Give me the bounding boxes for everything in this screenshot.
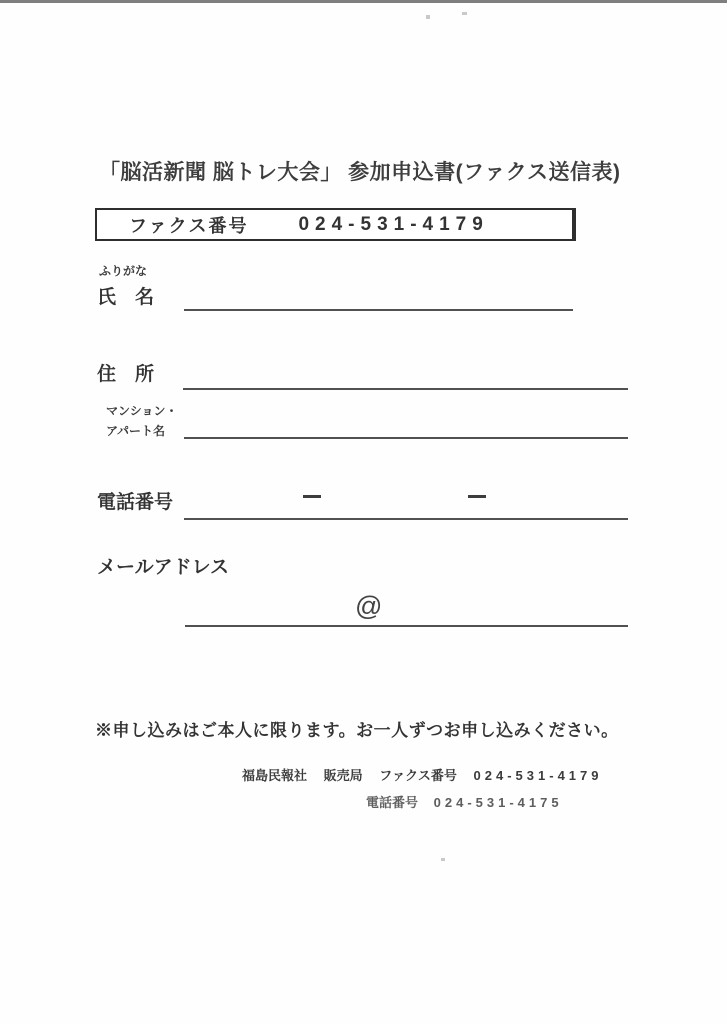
furigana-label: ふりがな — [99, 264, 148, 278]
footer-department: 販売局 — [323, 768, 363, 783]
fax-number-value: 024-531-4179 — [298, 213, 489, 235]
footer-contact-fax — [242, 765, 603, 784]
apartment-label-line1: マンション・ — [106, 404, 178, 418]
footer-phone-label: 電話番号 — [366, 795, 419, 810]
at-sign: @ — [355, 591, 383, 621]
fax-number-box — [95, 208, 576, 241]
address-label: 住 所 — [97, 364, 155, 385]
name-label: 氏 名 — [97, 287, 155, 308]
scan-edge-artifact — [0, 0, 727, 3]
footer-fax-label: ファクス番号 — [379, 768, 457, 783]
phone-write-line — [184, 518, 628, 520]
scan-speck — [462, 12, 467, 15]
phone-dash-separator-1 — [303, 495, 321, 498]
phone-label: 電話番号 — [97, 492, 174, 513]
name-write-line — [184, 309, 573, 311]
scan-speck — [426, 15, 430, 19]
address-write-line — [183, 388, 628, 390]
footer-company: 福島民報社 — [242, 768, 308, 783]
phone-dash-separator-2 — [468, 495, 486, 498]
apartment-label-line2: アパート名 — [106, 424, 166, 438]
footer-fax-number: 024-531-4179 — [473, 768, 603, 783]
apartment-write-line — [184, 437, 628, 439]
fax-number-label: ファクス番号 — [129, 215, 249, 236]
page-title: 「脳活新聞 脳トレ大会」 参加申込書(ファクス送信表) — [99, 161, 621, 184]
application-note: ※申し込みはご本人に限ります。お一人ずつお申し込みください。 — [95, 721, 619, 740]
email-label: メールアドレス — [97, 557, 230, 578]
email-write-line — [185, 625, 628, 627]
footer-contact-phone — [366, 792, 563, 811]
scan-speck — [441, 858, 445, 861]
footer-phone-number: 024-531-4175 — [433, 795, 563, 810]
